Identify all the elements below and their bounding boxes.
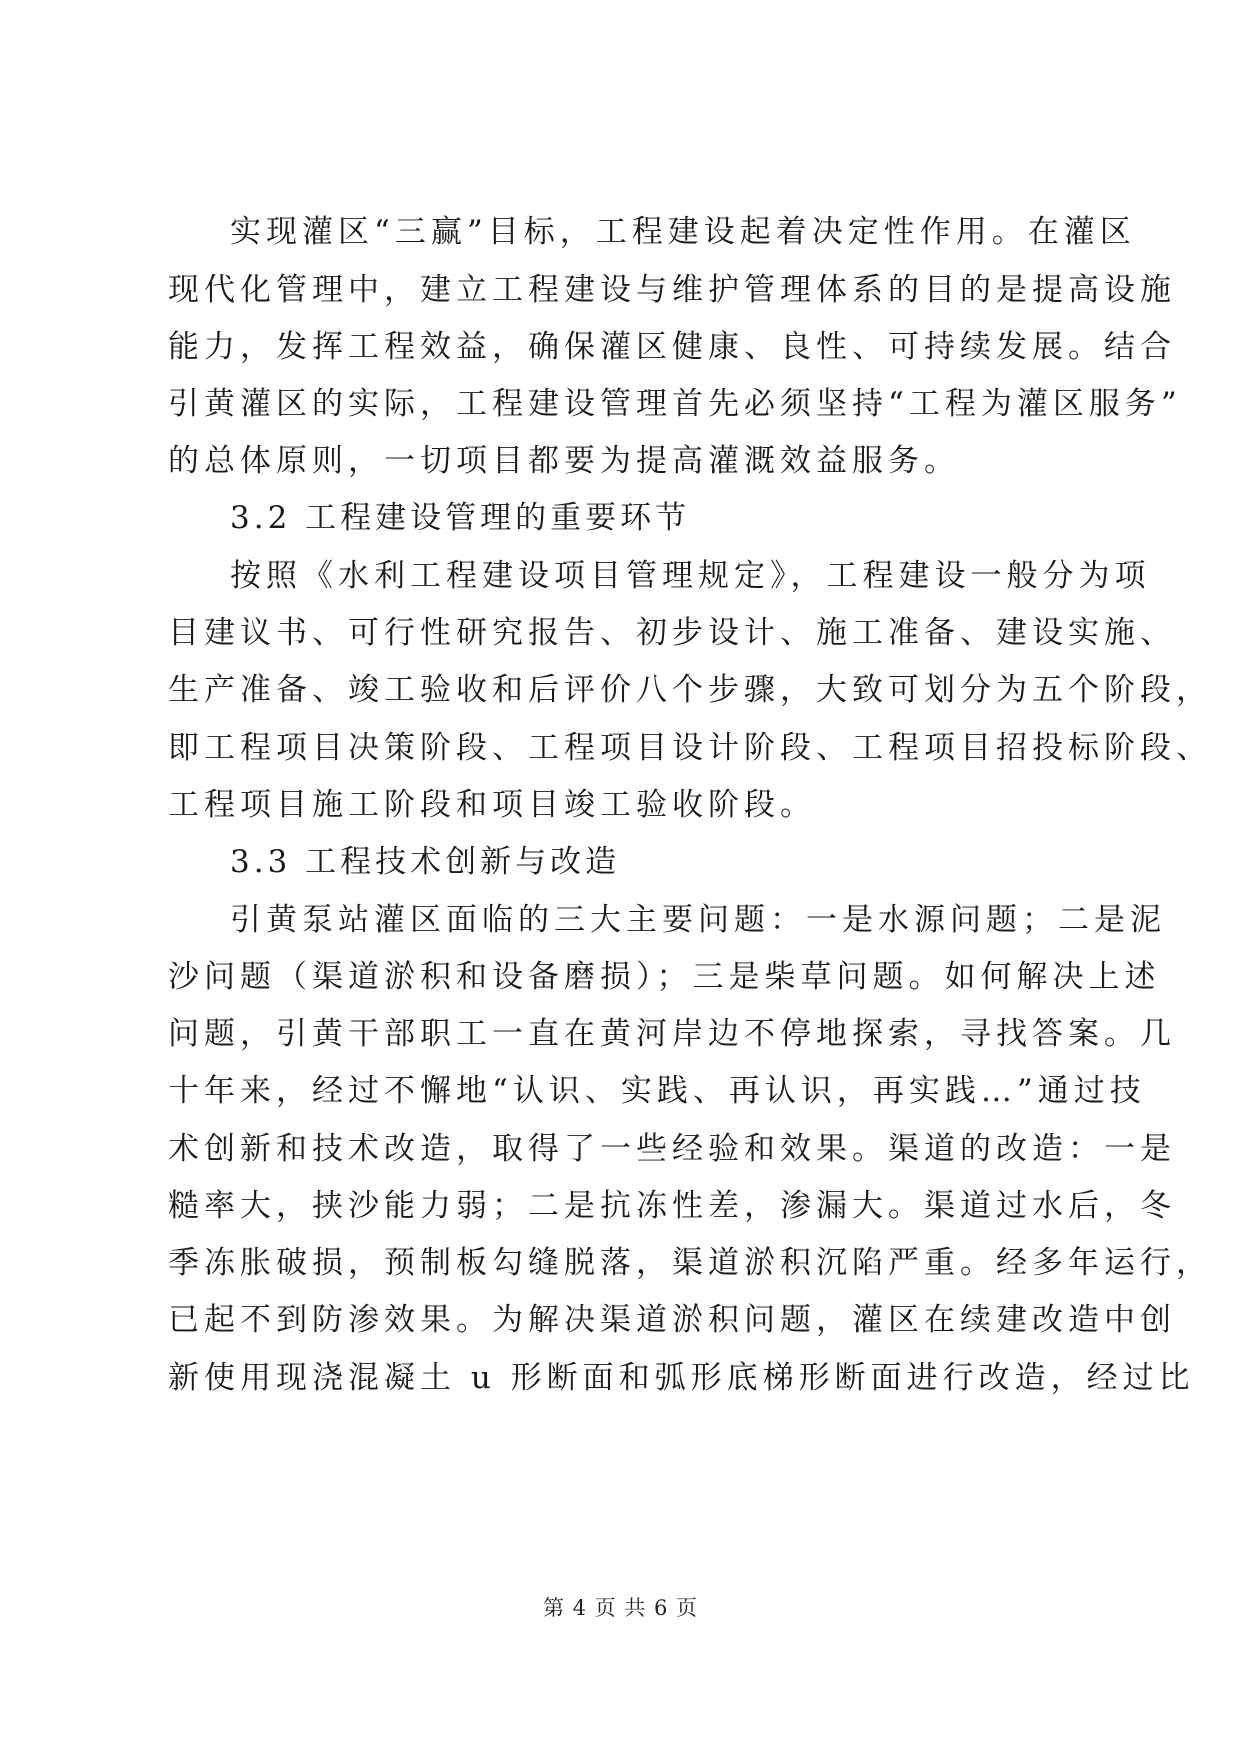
para3-line-9: 新使用现浇混凝土 u 形断面和弧形底梯形断面进行改造，经过比 bbox=[168, 1360, 1195, 1396]
para1-line-4: 引黄灌区的实际，工程建设管理首先必须坚持“工程为灌区服务” bbox=[168, 386, 1182, 422]
para3-line-7: 季冻胀破损，预制板勾缝脱落，渠道淤积沉陷严重。经多年运行， bbox=[168, 1245, 1212, 1281]
para2-line-2: 目建议书、可行性研究报告、初步设计、施工准备、建设实施、 bbox=[168, 615, 1176, 651]
para1-line-2: 现代化管理中，建立工程建设与维护管理体系的目的是提高设施 bbox=[168, 272, 1176, 308]
para3-line-1: 引黄泵站灌区面临的三大主要问题：一是水源问题；二是泥 bbox=[230, 902, 1166, 938]
para3-line-5: 术创新和技术改造，取得了一些经验和效果。渠道的改造：一是 bbox=[168, 1131, 1176, 1167]
para2-line-3: 生产准备、竣工验收和后评价八个步骤，大致可划分为五个阶段， bbox=[168, 672, 1212, 708]
section-heading-3-2: 3.2 工程建设管理的重要环节 bbox=[230, 500, 691, 536]
para3-line-8: 已起不到防渗效果。为解决渠道淤积问题，灌区在续建改造中创 bbox=[168, 1302, 1176, 1338]
para3-line-6: 糙率大，挟沙能力弱；二是抗冻性差，渗漏大。渠道过水后，冬 bbox=[168, 1188, 1176, 1224]
para2-line-1: 按照《水利工程建设项目管理规定》，工程建设一般分为项 bbox=[230, 558, 1151, 594]
para3-line-2: 沙问题（渠道淤积和设备磨损）；三是柴草问题。如何解决上述 bbox=[168, 959, 1161, 995]
section-heading-3-3: 3.3 工程技术创新与改造 bbox=[230, 844, 621, 880]
page-number-footer: 第 4 页 共 6 页 bbox=[542, 1596, 699, 1620]
para1-line-1: 实现灌区“三赢”目标，工程建设起着决定性作用。在灌区 bbox=[230, 214, 1136, 250]
para2-line-5: 工程项目施工阶段和项目竣工验收阶段。 bbox=[168, 787, 816, 823]
para3-line-3: 问题，引黄干部职工一直在黄河岸边不停地探索，寻找答案。几 bbox=[168, 1016, 1176, 1052]
para3-line-4: 十年来，经过不懈地“认识、实践、再认识，再实践…”通过技 bbox=[168, 1073, 1146, 1109]
para1-line-3: 能力，发挥工程效益，确保灌区健康、良性、可持续发展。结合 bbox=[168, 329, 1176, 365]
para2-line-4: 即工程项目决策阶段、工程项目设计阶段、工程项目招投标阶段、 bbox=[168, 730, 1212, 766]
para1-line-5: 的总体原则，一切项目都要为提高灌溉效益服务。 bbox=[168, 443, 960, 479]
